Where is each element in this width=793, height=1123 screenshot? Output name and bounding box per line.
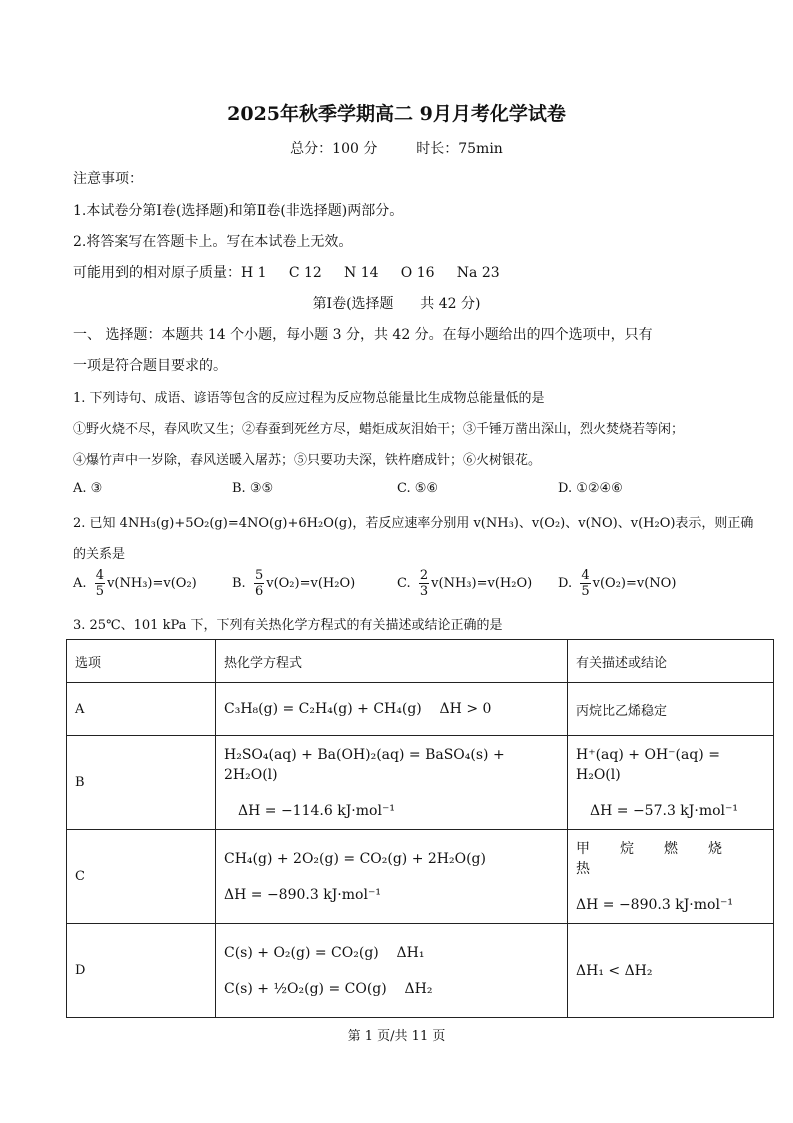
row-b-conclusion-1: H⁺(aq) + OH⁻(aq) = H₂O(l) — [576, 746, 720, 783]
row-d-conclusion-1: ΔH₁ < ΔH₂ — [576, 962, 653, 979]
table-header-row — [67, 640, 774, 683]
notes-item-2: 2.将答案写在答题卡上。写在本试卷上无效。 — [73, 234, 353, 250]
fraction-numerator: 2 — [419, 568, 429, 583]
row-b-equation — [216, 736, 568, 830]
row-b-option: B — [67, 736, 216, 830]
q2-option-d — [558, 568, 676, 599]
header-equation: 热化学方程式 — [216, 640, 568, 683]
row-d-eq2: C(s) + ½O₂(g) = CO(g) ΔH₂ — [224, 980, 433, 997]
exam-meta — [0, 138, 793, 158]
row-c-eq2: ΔH = −890.3 kJ·mol⁻¹ — [224, 886, 381, 903]
row-c-conclusion-1: 甲烷燃烧热 — [576, 840, 752, 877]
fraction-denominator: 3 — [419, 584, 429, 599]
exam-title: 2025年秋季学期高二 9月月考化学试卷 — [227, 103, 566, 125]
q2-option-a — [73, 568, 197, 599]
q2-option-c — [397, 568, 532, 599]
duration: 时长：75min — [416, 141, 503, 157]
q3-table — [66, 639, 774, 1018]
q1-option-c: C. ⑤⑥ — [397, 481, 439, 496]
fraction-numerator: 4 — [95, 568, 105, 583]
q2-option-a-label: A. — [73, 576, 87, 591]
section-intro-line-2: 一项是符合题目要求的。 — [73, 358, 227, 374]
section-intro-line-1: 一、 选择题：本题共 14 个小题，每小题 3 分，共 42 分。在每小题给出的四个选项中，只有 — [73, 327, 653, 343]
fraction-denominator: 6 — [254, 584, 264, 599]
row-a-equation — [216, 683, 568, 736]
q1-line-2: ④爆竹声中一岁除，春风送暖入屠苏；⑤只要功夫深，铁杵磨成针；⑥火树银花。 — [73, 453, 542, 468]
q2-option-c-fraction — [419, 568, 429, 599]
q2-option-d-expr: v(O₂)=v(NO) — [592, 576, 677, 591]
row-d-equation — [216, 924, 568, 1018]
row-c-conclusion-2: ΔH = −890.3 kJ·mol⁻¹ — [576, 896, 733, 913]
row-a-conclusion: 丙烷比乙烯稳定 — [568, 683, 774, 736]
q1-option-a: A. ③ — [73, 481, 103, 496]
section-heading: 第Ⅰ卷(选择题 共 42 分) — [312, 296, 481, 312]
fraction-denominator: 5 — [581, 584, 590, 599]
q2-option-b-expr: v(O₂)=v(H₂O) — [266, 576, 356, 591]
row-b-conclusion-2: ΔH = −57.3 kJ·mol⁻¹ — [590, 802, 739, 819]
q2-option-b-fraction — [254, 568, 264, 599]
q1-line-1: ①野火烧不尽，春风吹又生；②春蚕到死丝方尽，蜡炬成灰泪始干；③千锤万凿出深山，烈火焚烧若等闲； — [73, 422, 685, 437]
row-c-option: C — [67, 830, 216, 924]
row-a-eq1: C₃H₈(g) = C₂H₄(g) + CH₄(g) ΔH > 0 — [224, 701, 492, 717]
q1-stem: 1. 下列诗句、成语、谚语等包含的反应过程为反应物总能量比生成物总能量低的是 — [73, 391, 545, 406]
q3-stem: 3. 25℃、101 kPa 下，下列有关热化学方程式的有关描述或结论正确的是 — [73, 618, 503, 633]
fraction-denominator: 5 — [95, 584, 105, 599]
header-option: 选项 — [67, 640, 216, 683]
q2-stem-line-1: 2. 已知 4NH₃(g)+5O₂(g)=4NO(g)+6H₂O(g)，若反应速率分别用 v(NH₃)、v(O₂)、v(NO)、v(H₂O)表示，则正确 — [73, 516, 754, 531]
atomic-masses: 可能用到的相对原子质量：H 1 C 12 N 14 O 16 Na 23 — [73, 265, 500, 281]
table-row — [67, 830, 774, 924]
q2-option-b-label: B. — [232, 576, 246, 591]
q2-option-d-fraction — [580, 568, 590, 599]
row-c-eq1: CH₄(g) + 2O₂(g) = CO₂(g) + 2H₂O(g) — [224, 850, 486, 867]
q2-stem-line-2: 的关系是 — [73, 547, 126, 562]
q1-option-b: B. ③⑤ — [232, 481, 274, 496]
row-c-conclusion — [568, 830, 774, 924]
q2-option-c-expr: v(NH₃)=v(H₂O) — [431, 576, 533, 591]
row-c-equation — [216, 830, 568, 924]
row-d-option: D — [67, 924, 216, 1018]
row-b-eq1: H₂SO₄(aq) + Ba(OH)₂(aq) = BaSO₄(s) + 2H₂O(l) — [224, 746, 505, 783]
header-conclusion: 有关描述或结论 — [568, 640, 774, 683]
notes-item-1: 1.本试卷分第Ⅰ卷(选择题)和第Ⅱ卷(非选择题)两部分。 — [73, 203, 404, 219]
row-d-conclusion — [568, 924, 774, 1018]
q2-option-c-label: C. — [397, 576, 411, 591]
q2-option-a-expr: v(NH₃)=v(O₂) — [107, 576, 197, 591]
page-number: 第 1 页/共 11 页 — [347, 1029, 446, 1044]
fraction-numerator: 4 — [581, 568, 590, 583]
q2-option-d-label: D. — [558, 576, 573, 591]
q2-option-a-fraction — [95, 568, 105, 599]
total-score: 总分：100 分 — [290, 141, 378, 157]
row-d-eq1: C(s) + O₂(g) = CO₂(g) ΔH₁ — [224, 944, 425, 961]
table-row — [67, 924, 774, 1018]
row-a-option: A — [67, 683, 216, 736]
q1-option-d: D. ①②④⑥ — [558, 481, 623, 496]
table-row — [67, 736, 774, 830]
row-b-conclusion — [568, 736, 774, 830]
fraction-numerator: 5 — [254, 568, 264, 583]
table-row — [67, 683, 774, 736]
notes-heading: 注意事项： — [73, 171, 143, 187]
q2-option-b — [232, 568, 355, 599]
row-b-eq2: ΔH = −114.6 kJ·mol⁻¹ — [238, 802, 395, 819]
